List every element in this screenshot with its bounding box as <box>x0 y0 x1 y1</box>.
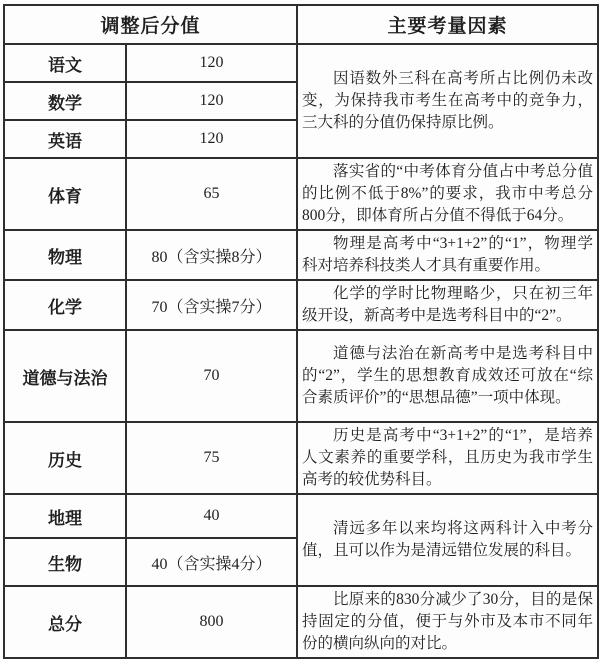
score-cell: 120 <box>126 44 297 82</box>
subject-cell: 历史 <box>4 422 126 494</box>
score-adjustment-table <box>3 4 599 659</box>
subject-cell: 英语 <box>4 120 126 158</box>
table-row-history <box>4 422 598 494</box>
table-row-chemistry <box>4 280 598 330</box>
table-row-pe <box>4 158 598 230</box>
score-cell: 75 <box>126 422 297 494</box>
subject-cell: 总分 <box>4 586 126 658</box>
table-row-physics <box>4 230 598 280</box>
subject-cell: 道德与法治 <box>4 330 126 422</box>
score-cell: 70 <box>126 330 297 422</box>
reason-cell <box>297 330 598 422</box>
reason-text: 物理是高考中“3+1+2”的“1”，物理学科对培养科技类人才具有重要作用。 <box>302 235 594 274</box>
subject-cell: 数学 <box>4 82 126 120</box>
table-row-chinese <box>4 44 598 82</box>
reason-text: 道德与法治在新高考中是选考科目中的“2”，学生的思想教育成效还可放在“综合素质评价”的“思想品德”一项中体现。 <box>302 345 594 406</box>
subject-cell: 语文 <box>4 44 126 82</box>
score-cell: 40 <box>126 494 297 538</box>
score-cell: 40（含实操4分） <box>126 538 297 586</box>
reason-cell <box>297 586 598 658</box>
score-cell: 70（含实操7分） <box>126 280 297 330</box>
score-cell: 120 <box>126 82 297 120</box>
reason-text: 因语数外三科在高考所占比例仍未改变，为保持我市考生在高考中的竞争力，三大科的分值仍保持原比例。 <box>302 70 594 131</box>
header-adjusted-score: 调整后分值 <box>4 5 297 44</box>
table-row-total <box>4 586 598 658</box>
reason-text: 落实省的“中考体育分值占中考总分值的比例不低于8%”的要求，我市中考总分800分，即体育所占分值不得低于64分。 <box>302 163 594 224</box>
subject-cell: 化学 <box>4 280 126 330</box>
subject-cell: 生物 <box>4 538 126 586</box>
reason-cell <box>297 158 598 230</box>
score-cell: 120 <box>126 120 297 158</box>
subject-cell: 地理 <box>4 494 126 538</box>
subject-cell: 物理 <box>4 230 126 280</box>
header-main-considerations: 主要考量因素 <box>297 5 598 44</box>
subject-cell: 体育 <box>4 158 126 230</box>
table-row-geography <box>4 494 598 538</box>
score-cell: 800 <box>126 586 297 658</box>
reason-cell <box>297 494 598 586</box>
score-cell: 65 <box>126 158 297 230</box>
reason-cell <box>297 422 598 494</box>
reason-text: 比原来的830分减少了30分，目的是保持固定的分值，便于与外市及本市不同年份的横向纵向的对比。 <box>302 591 594 652</box>
reason-text: 历史是高考中“3+1+2”的“1”，是培养人文素养的重要学科，且历史为我市学生高考的较优势科目。 <box>302 427 594 488</box>
reason-text: 清远多年以来均将这两科计入中考分值，且可以作为是清远错位发展的科目。 <box>302 520 594 559</box>
score-cell: 80（含实操8分） <box>126 230 297 280</box>
reason-cell <box>297 280 598 330</box>
reason-cell <box>297 44 598 158</box>
header-row <box>4 5 598 44</box>
reason-text: 化学的学时比物理略少，只在初三年级开设，新高考中是选考科目中的“2”。 <box>302 285 594 324</box>
reason-cell <box>297 230 598 280</box>
table-row-morality-law <box>4 330 598 422</box>
